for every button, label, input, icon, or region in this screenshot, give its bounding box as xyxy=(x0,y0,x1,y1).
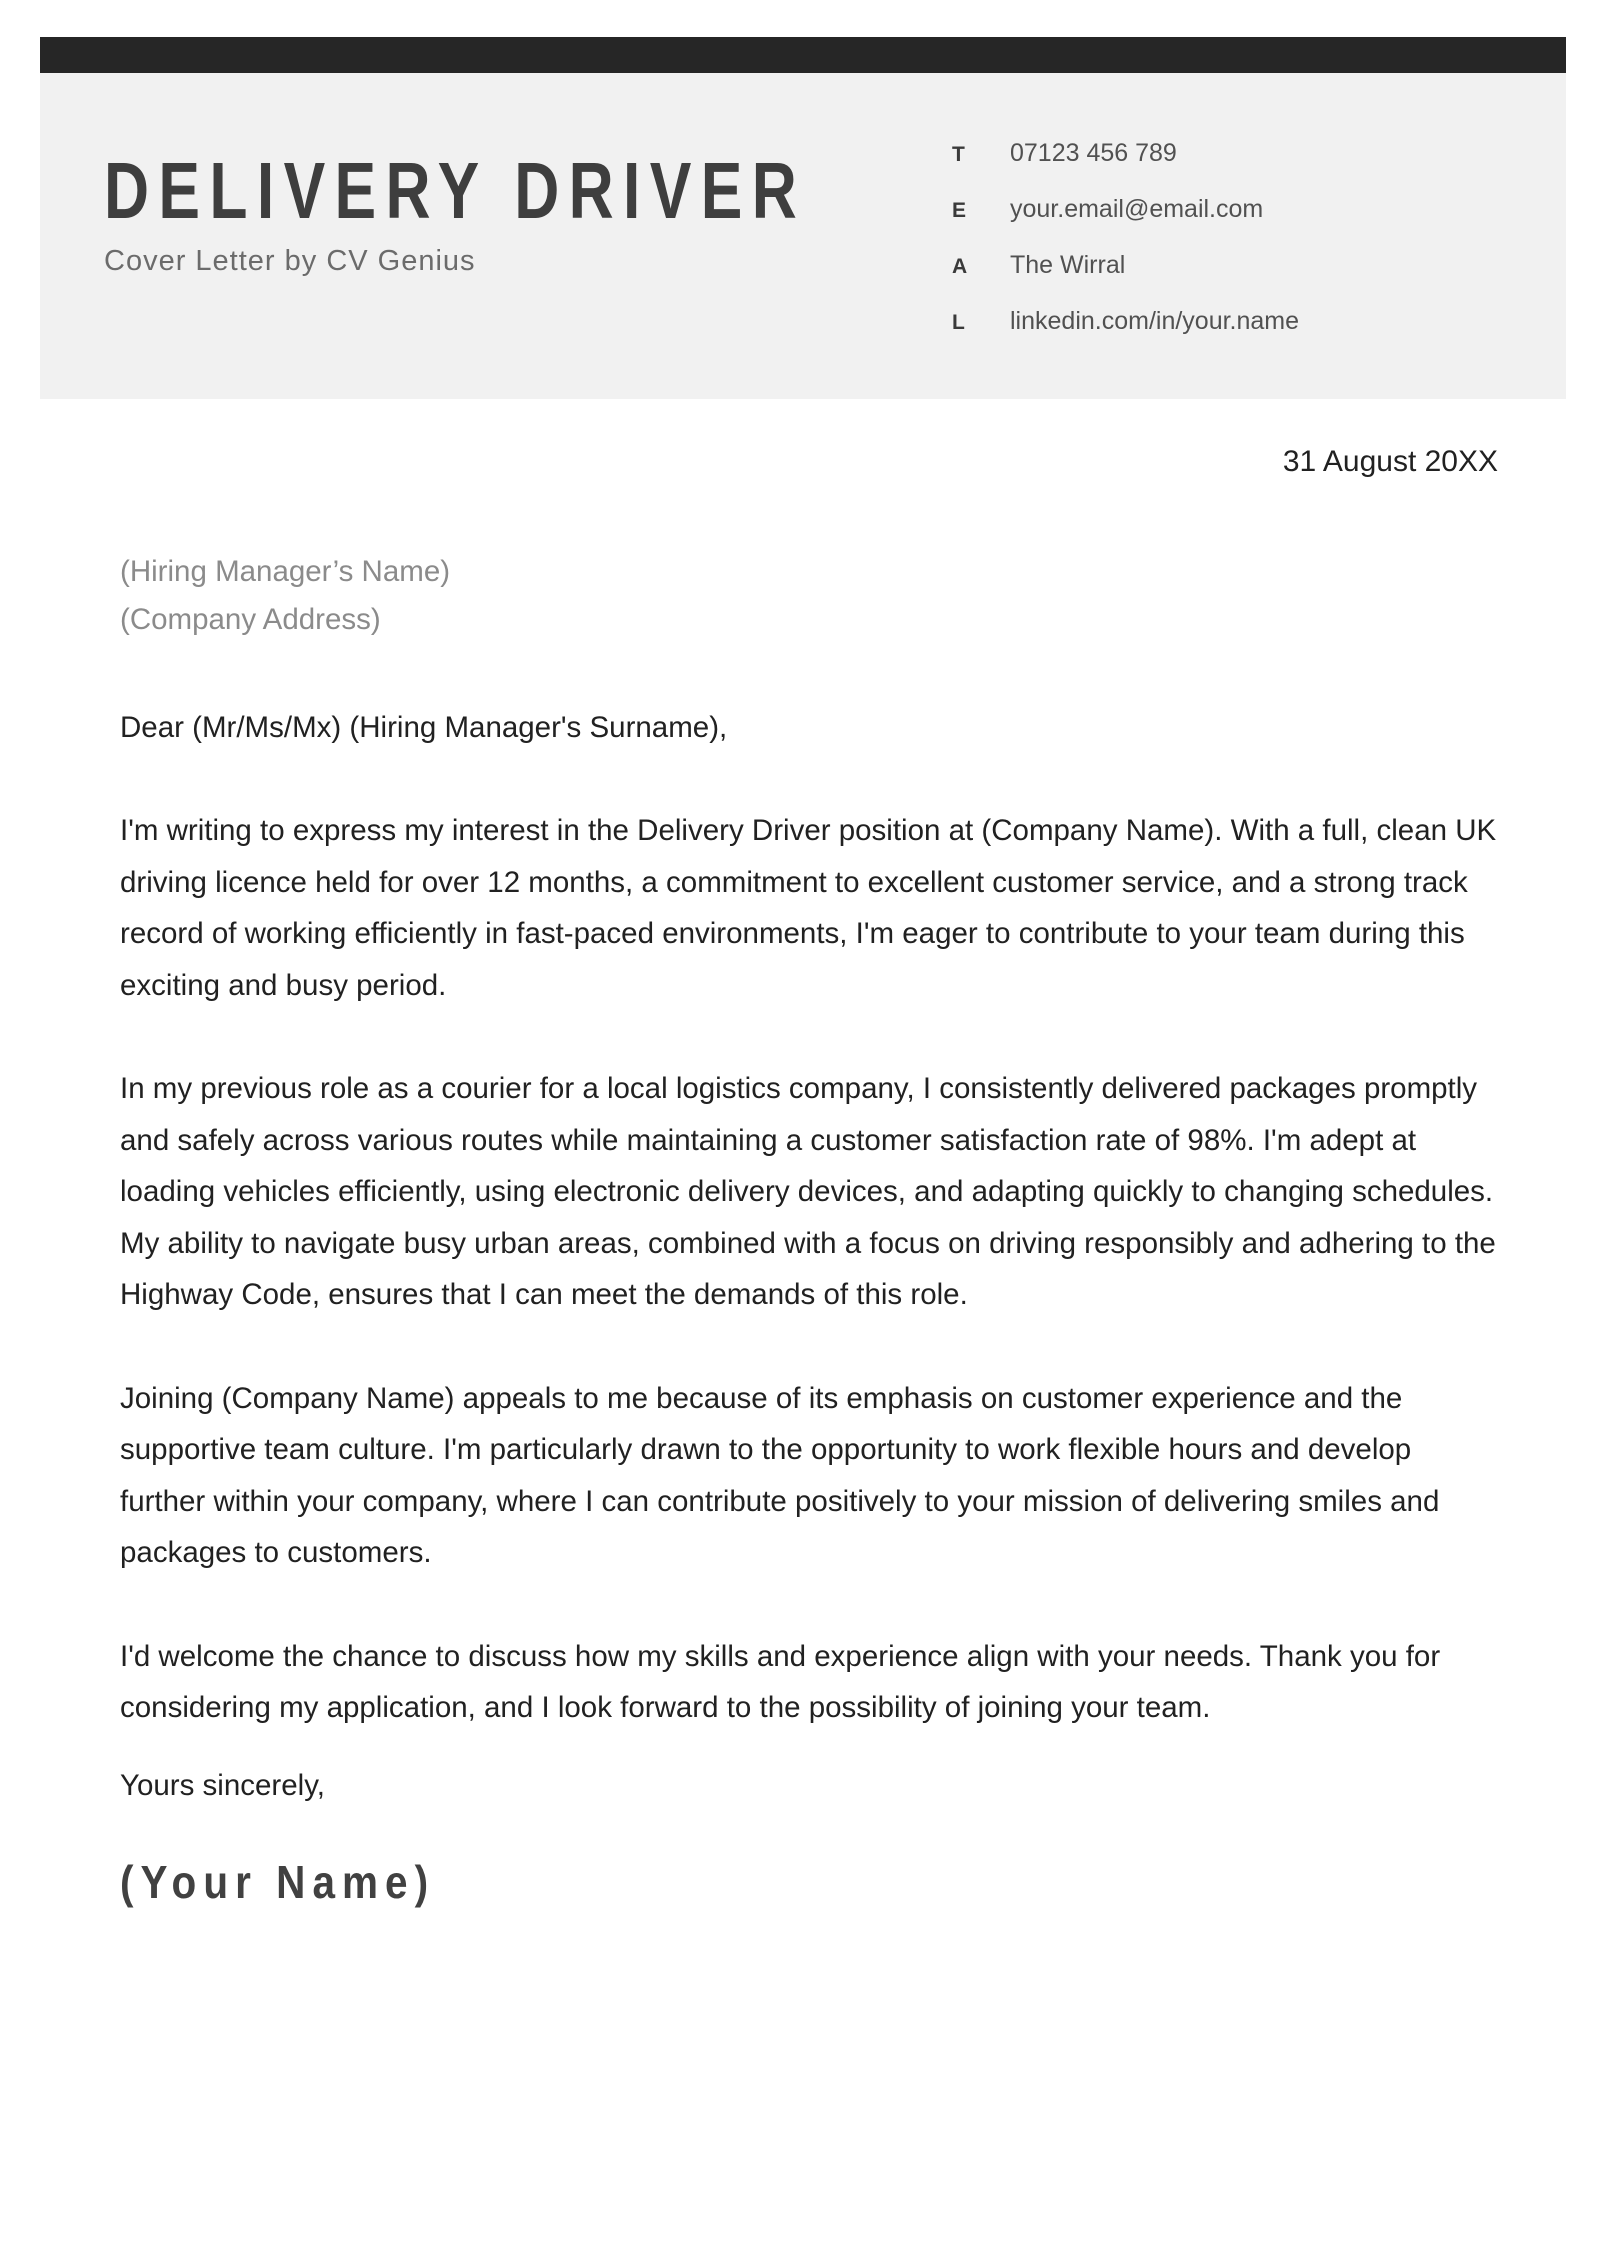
greeting: Dear (Mr/Ms/Mx) (Hiring Manager's Surname), xyxy=(120,711,728,744)
recipient-name: (Hiring Manager’s Name) xyxy=(120,555,451,588)
linkedin-label: L xyxy=(952,311,965,334)
body-paragraph-1: I'm writing to express my interest in the Delivery Driver position at (Company Name). With a full, clean UK driving licence held for over 12 months, a commitment to excellent customer service, and a strong track record of working efficiently in fast-paced environments, I'm eager to contribute to your team during this exciting and busy period. xyxy=(120,814,1497,1002)
contact-list xyxy=(952,139,1432,363)
body-paragraph-2: In my previous role as a courier for a local logistics company, I consistently delivered packages promptly and safely across various routes while maintaining a customer satisfaction rate of 98%. I'm adept at loading vehicles efficiently, using electronic delivery devices, and adapting quickly to changing schedules. My ability to navigate busy urban areas, combined with a focus on driving responsibly and adhering to the Highway Code, ensures that I can meet the demands of this role. xyxy=(120,1072,1496,1311)
contact-row-email xyxy=(952,195,1432,224)
contact-row-address xyxy=(952,251,1432,280)
letter-body xyxy=(120,442,1498,1909)
contact-row-linkedin xyxy=(952,307,1432,336)
recipient-address: (Company Address) xyxy=(120,603,381,636)
phone-value: 07123 456 789 xyxy=(1010,139,1177,167)
address-value: The Wirral xyxy=(1010,251,1126,279)
body-paragraph-4: I'd welcome the chance to discuss how my skills and experience align with your needs. Thank you for considering my application, and I look forward to the possibility of joining your team. xyxy=(120,1639,1441,1724)
signature-name: (Your Name) xyxy=(120,1855,436,1908)
page-subtitle: Cover Letter by CV Genius xyxy=(104,245,476,277)
page-title: DELIVERY DRIVER xyxy=(104,146,807,235)
top-accent-bar xyxy=(40,37,1566,73)
email-value: your.email@email.com xyxy=(1010,195,1264,223)
header xyxy=(40,73,1566,399)
contact-row-phone xyxy=(952,139,1432,168)
letter-date: 31 August 20XX xyxy=(1282,445,1498,478)
phone-label: T xyxy=(952,143,965,166)
closing-salutation: Yours sincerely, xyxy=(120,1768,325,1802)
recipient-block xyxy=(120,548,1498,644)
linkedin-value: linkedin.com/in/your.name xyxy=(1010,307,1300,335)
header-brand xyxy=(104,146,1004,278)
email-label: E xyxy=(952,199,967,222)
address-label: A xyxy=(952,255,968,278)
body-paragraph-3: Joining (Company Name) appeals to me because of its emphasis on customer experience and the supportive team culture. I'm particularly drawn to the opportunity to work flexible hours and develop further within your company, where I can contribute positively to your mission of delivering smiles and packages to customers. xyxy=(120,1381,1440,1569)
